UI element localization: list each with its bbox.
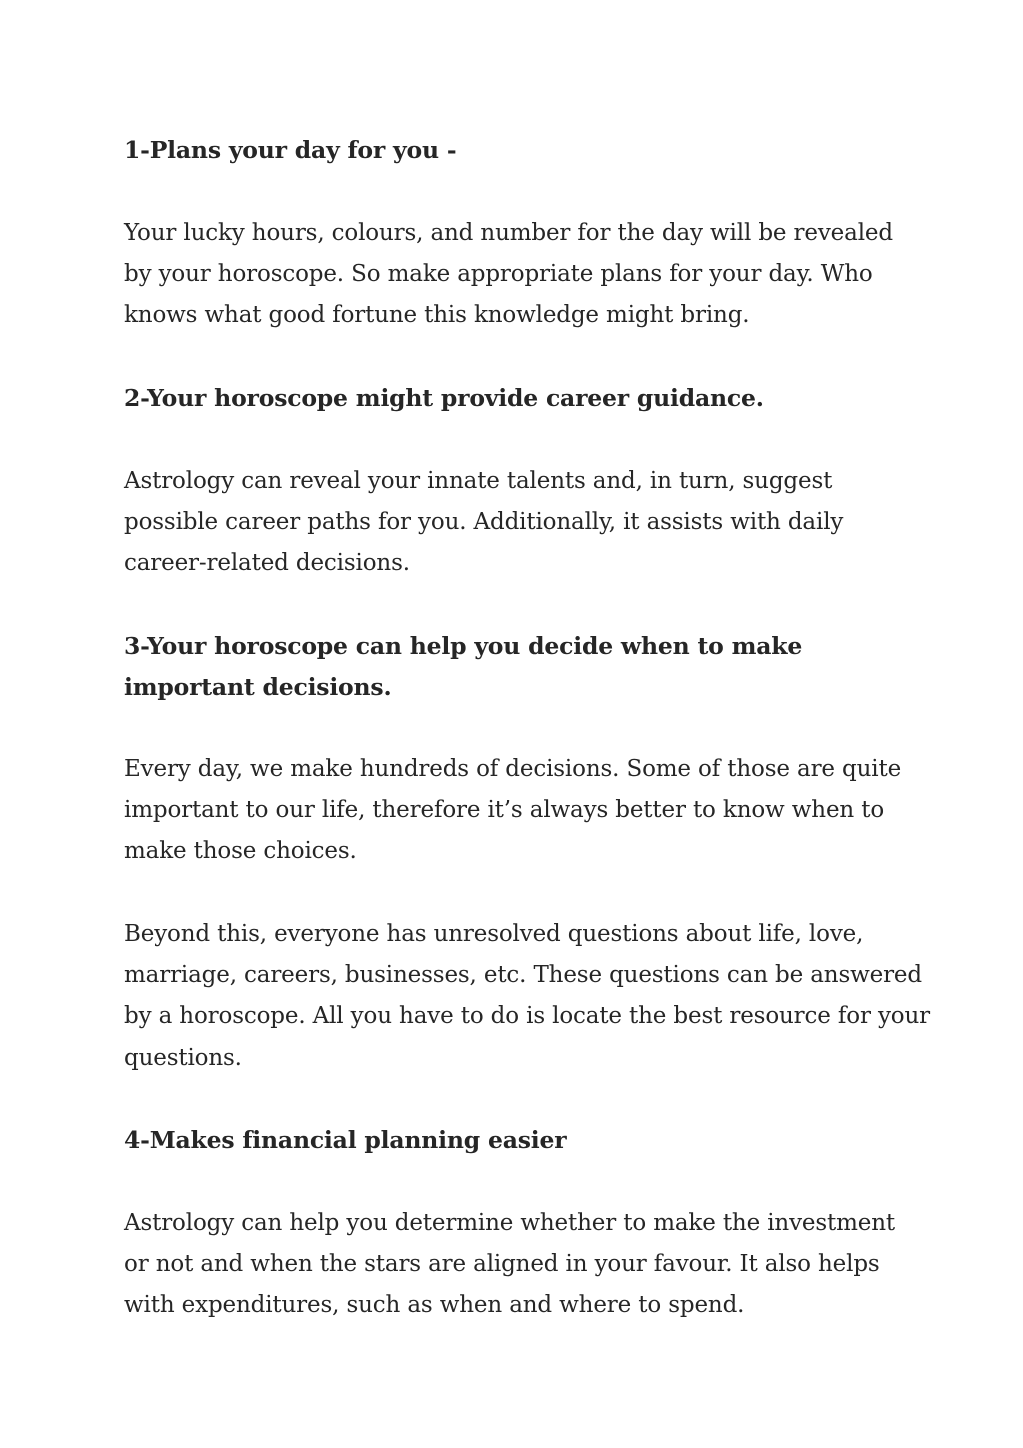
paragraph-line: by your horoscope. So make appropriate plans for your day. Who xyxy=(124,261,873,288)
section-4-heading xyxy=(124,1120,924,1161)
paragraph-line: marriage, careers, businesses, etc. These questions can be answered xyxy=(124,962,922,989)
paragraph-line: Astrology can help you determine whether to make the investment xyxy=(124,1210,896,1236)
section-3-heading xyxy=(124,626,924,708)
paragraph-line: Astrology can reveal your innate talents and, in turn, suggest xyxy=(124,468,833,494)
paragraph-line: with expenditures, such as when and where to spend. xyxy=(124,1292,745,1319)
paragraph-line: Beyond this, everyone has unresolved questions about life, love, xyxy=(124,921,864,947)
section-2-paragraph xyxy=(124,461,924,585)
paragraph-line: career-related decisions. xyxy=(124,550,410,577)
paragraph-line: Your lucky hours, colours, and number for the day will be revealed xyxy=(124,220,893,246)
paragraph-line: important to our life, therefore it’s always better to know when to xyxy=(124,797,885,824)
paragraph-line: make those choices. xyxy=(124,838,357,865)
paragraph-line: Every day, we make hundreds of decisions. Some of those are quite xyxy=(124,756,902,782)
section-4-paragraph xyxy=(124,1203,924,1327)
section-1-paragraph xyxy=(124,213,924,337)
section-3-paragraph-2 xyxy=(124,914,930,1079)
paragraph-line: possible career paths for you. Additionally, it assists with daily xyxy=(124,509,844,536)
section-3-paragraph-1 xyxy=(124,749,924,873)
paragraph-line: by a horoscope. All you have to do is locate the best resource for your xyxy=(124,1003,930,1030)
heading-line: important decisions. xyxy=(124,673,392,702)
paragraph-line: questions. xyxy=(124,1044,242,1071)
paragraph-line: or not and when the stars are aligned in your favour. It also helps xyxy=(124,1251,880,1278)
section-2-heading xyxy=(124,378,924,419)
section-1-heading xyxy=(124,130,924,171)
heading-line: 1-Plans your day for you - xyxy=(124,136,457,164)
heading-line: 4-Makes financial planning easier xyxy=(124,1126,567,1154)
heading-line: 3-Your horoscope can help you decide when to make xyxy=(124,632,803,660)
paragraph-line: knows what good fortune this knowledge might bring. xyxy=(124,302,750,329)
heading-line: 2-Your horoscope might provide career guidance. xyxy=(124,384,764,412)
